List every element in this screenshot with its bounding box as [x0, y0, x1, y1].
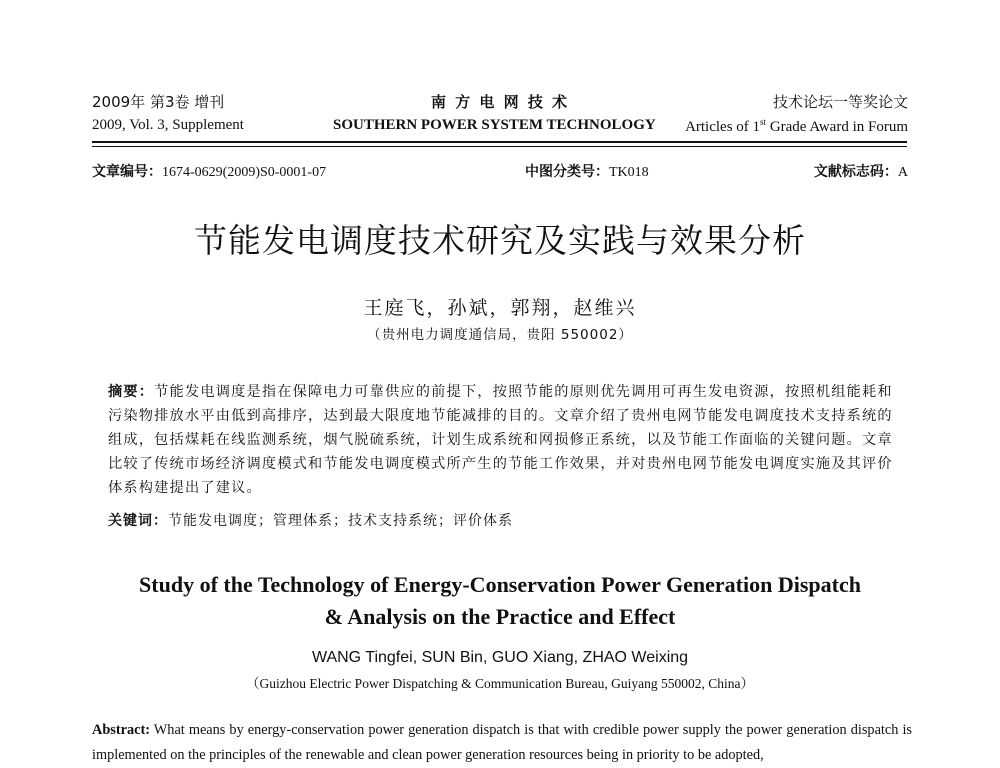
paper-title-en-line1: Study of the Technology of Energy-Conservation Power Generation Dispatch — [139, 572, 861, 597]
authors-cn: 王庭飞，孙斌，郭翔，赵维兴 — [363, 297, 637, 319]
header-rule-thin — [92, 146, 907, 147]
clc-number: 中图分类号：TK018 — [525, 164, 649, 180]
abstract-en-text: What means by energy-conservation power generation dispatch is that with credible power supply the power generation dispatch is implemented on the principles of the renewable and clean power generation resources being in priority to be adopted, — [92, 722, 912, 763]
article-number: 文章编号：1674-0629(2009)S0-0001-07 — [92, 164, 327, 180]
abstract-cn — [108, 380, 898, 500]
journal-name-cn: 南 方 电 网 技 术 — [430, 93, 570, 111]
award-label-cn: 技术论坛一等奖论文 — [772, 93, 908, 111]
paper-title-en-line2: & Analysis on the Practice and Effect — [324, 604, 676, 629]
header-rule-thick — [92, 141, 907, 143]
abstract-cn-text: 节能发电调度是指在保障电力可靠供应的前提下，按照节能的原则优先调用可再生发电资源，按照机组能耗和污染物排放水平由低到高排序，达到最大限度地节能减排的目的。文章介绍了贵州电网节能发电调度技术支持系统的组成，包括煤耗在线监测系统，烟气脱硫系统，计划生成系统和网损修正系统，以及节能工作面临的关键问题。文章比较了传统市场经济调度模式和节能发电调度模式所产生的节能工作效果，并对贵州电网节能发电调度实施及其评价体系构建提出了建议。 — [108, 384, 893, 496]
journal-name-en: SOUTHERN POWER SYSTEM TECHNOLOGY — [333, 117, 656, 133]
journal-issue-cn: 2009年 第3卷 增刊 — [92, 93, 225, 111]
abstract-cn-label: 摘要： — [108, 384, 155, 400]
affiliation-cn: （贵州电力调度通信局，贵阳 550002） — [367, 327, 633, 343]
affiliation-en: （Guizhou Electric Power Dispatching & Communication Bureau, Guiyang 550002, China） — [245, 676, 755, 691]
paper-title-cn: 节能发电调度技术研究及实践与效果分析 — [194, 221, 806, 260]
award-label-en: Articles of 1st Grade Award in Forum — [685, 117, 908, 135]
authors-en: WANG Tingfei, SUN Bin, GUO Xiang, ZHAO Weixing — [311, 649, 689, 666]
journal-issue-en: 2009, Vol. 3, Supplement — [92, 117, 244, 133]
keywords-cn: 关键词：节能发电调度；管理体系；技术支持系统；评价体系 — [108, 513, 513, 529]
abstract-en — [92, 718, 912, 768]
abstract-en-label: Abstract: — [92, 722, 150, 738]
document-code: 文献标志码：A — [813, 164, 908, 180]
